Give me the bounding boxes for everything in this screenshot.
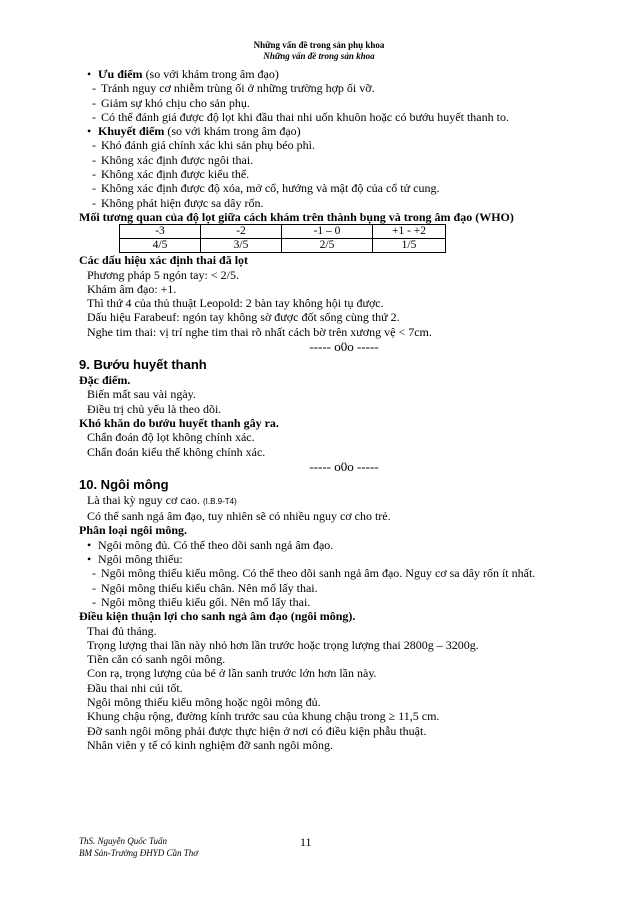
- list-item: [79, 81, 569, 95]
- footer-author: [79, 835, 198, 859]
- table-cell: 4/5: [120, 239, 201, 253]
- section-separator: ----- o0o -----: [309, 339, 379, 355]
- list-item-text: Giảm sự khó chịu cho sản phụ.: [101, 95, 250, 110]
- classification-title: Phân loại ngôi mông.: [79, 523, 188, 538]
- list-item-text: Có thể đánh giá được độ lọt khi đầu thai nhi uốn khuôn hoặc có bướu huyết thanh to.: [101, 109, 509, 124]
- list-item-text: Ngôi mông đủ. Có thể theo dõi sanh ngả âm đạo.: [98, 537, 334, 552]
- list-item: Điều trị chủ yếu là theo dõi.: [87, 401, 222, 416]
- list-item: Khám âm đạo: +1.: [87, 281, 177, 296]
- bullet-icon: •: [87, 537, 92, 552]
- dash-icon: -: [92, 580, 96, 595]
- dash-icon: -: [92, 181, 96, 196]
- relation-title: Mối tương quan của độ lọt giữa cách khám trên thành bụng và trong âm đạo (WHO): [79, 209, 514, 224]
- list-item: Đỡ sanh ngôi mông phải được thực hiện ở nơi có điều kiện phẫu thuật.: [87, 723, 427, 738]
- header-subtitle: Những vấn đề trong sản khoa: [263, 51, 375, 61]
- table-cell: 3/5: [201, 239, 282, 253]
- list-item: Khung chậu rộng, đường kính trước sau của khung chậu trong ≥ 11,5 cm.: [87, 709, 440, 724]
- list-item: Ngôi mông thiếu kiểu mông hoặc ngôi mông đủ.: [87, 694, 321, 709]
- list-item-text: Ngôi mông thiếu kiểu mông. Có thể theo dõi sanh ngả âm đạo. Nguy cơ sa dây rốn ít nhất.: [101, 566, 536, 581]
- list-item: [79, 96, 569, 110]
- footer-department: BM Sản-Trường ĐHYD Cần Thơ: [79, 848, 199, 858]
- list-item: [79, 595, 569, 609]
- list-item: Chẩn đoán kiểu thế không chính xác.: [87, 444, 266, 459]
- list-item-text: Ngôi mông thiếu:: [98, 552, 183, 567]
- section-10-heading: 10. Ngôi mông: [79, 476, 169, 492]
- dash-icon: -: [92, 566, 96, 581]
- dash-icon: -: [92, 195, 96, 210]
- list-item: [79, 538, 569, 552]
- list-item: Nghe tim thai: vị trí nghe tim thai rõ nhất cách bờ trên xương vệ < 7cm.: [87, 324, 432, 339]
- advantages-bullet: [79, 67, 569, 81]
- dash-icon: -: [92, 152, 96, 167]
- list-item: Dấu hiệu Farabeuf: ngón tay không sờ được đốt sống cùng thứ 2.: [87, 310, 400, 325]
- section-9-heading: 9. Bướu huyết thanh: [79, 357, 207, 373]
- list-item-text: Không xác định được độ xóa, mở cổ, hướng và mật độ của cổ tử cung.: [101, 181, 440, 196]
- list-item-text: Ngôi mông thiếu kiểu chân. Nên mổ lấy thai.: [101, 580, 318, 595]
- table-row: [120, 239, 446, 253]
- list-item: [79, 167, 569, 181]
- table-cell: 1/5: [373, 239, 446, 253]
- list-item-text: Không phát hiện được sa dây rốn.: [101, 195, 264, 210]
- intro-text: Là thai kỳ nguy cơ cao.: [87, 492, 200, 507]
- advantages-title: Ưu điểm: [98, 67, 143, 81]
- table-cell: 2/5: [282, 239, 373, 253]
- advantages-note: (so với khám trong âm đạo): [142, 67, 279, 81]
- header-title: Những vấn đề trong sản phụ khoa: [253, 40, 385, 50]
- list-item: Chẩn đoán độ lọt không chính xác.: [87, 430, 255, 445]
- list-item: [79, 581, 569, 595]
- list-item: Trọng lượng thai lần này nhỏ hơn lần trước hoặc trọng lượng thai 2800g – 3200g.: [87, 637, 479, 652]
- list-item: [79, 552, 569, 566]
- list-item: Thai đủ tháng.: [87, 623, 157, 638]
- reference-code: (I.B.9-T4): [202, 496, 237, 506]
- dash-icon: -: [92, 95, 96, 110]
- page-number: 11: [300, 835, 312, 849]
- table-cell: -3: [120, 225, 201, 239]
- dash-icon: -: [92, 138, 96, 153]
- table-cell: -2: [201, 225, 282, 239]
- list-item-text: Không xác định được ngôi thai.: [101, 152, 254, 167]
- intro-line: [79, 493, 569, 509]
- footer-author-name: ThS. Nguyễn Quốc Tuấn: [79, 836, 168, 846]
- list-item: Biến mất sau vài ngày.: [87, 387, 196, 402]
- list-item: [79, 566, 569, 580]
- table-row: [120, 225, 446, 239]
- disadvantages-bullet: [79, 124, 569, 138]
- table-cell: -1 – 0: [282, 225, 373, 239]
- dash-icon: -: [92, 81, 96, 96]
- disadvantages-note: (so với khám trong âm đạo): [164, 124, 301, 139]
- list-item-text: Ngôi mông thiếu kiểu gối. Nên mổ lấy thai.: [101, 594, 311, 609]
- list-item-text: Tránh nguy cơ nhiễm trùng ối ở những trường hợp ối vỡ.: [101, 81, 375, 96]
- table-cell: +1 - +2: [373, 225, 446, 239]
- list-item: Phương pháp 5 ngón tay: < 2/5.: [87, 267, 239, 282]
- dash-icon: -: [92, 109, 96, 124]
- list-item: [79, 153, 569, 167]
- list-item: [79, 138, 569, 152]
- list-item: Tiền căn có sanh ngôi mông.: [87, 652, 226, 667]
- dash-icon: -: [92, 594, 96, 609]
- signs-title: Các dấu hiệu xác định thai đã lọt: [79, 253, 249, 268]
- list-item: [79, 181, 569, 195]
- section-separator: ----- o0o -----: [309, 458, 379, 474]
- list-item: Con rạ, trọng lượng của bé ở lần sanh trước lớn hơn lần này.: [87, 666, 377, 681]
- list-item: Đầu thai nhi cúi tốt.: [87, 680, 183, 695]
- conditions-title: Điều kiện thuận lợi cho sanh ngả âm đạo (ngôi mông).: [79, 609, 356, 624]
- intro-line: Có thể sanh ngả âm đạo, tuy nhiên sẽ có nhiều nguy cơ cho trẻ.: [87, 509, 391, 524]
- list-item: [79, 110, 569, 124]
- list-item: Nhân viên y tế có kinh nghiệm đỡ sanh ngôi mông.: [87, 737, 333, 752]
- bullet-icon: •: [87, 552, 92, 567]
- list-item-text: Không xác định được kiểu thế.: [101, 167, 250, 182]
- list-item: Thì thứ 4 của thủ thuật Leopold: 2 bàn tay không hội tụ được.: [87, 296, 384, 311]
- difficulties-title: Khó khăn do bướu huyết thanh gây ra.: [79, 415, 279, 430]
- dash-icon: -: [92, 167, 96, 182]
- features-title: Đặc điểm.: [79, 373, 131, 388]
- who-table: [119, 224, 446, 253]
- bullet-icon: •: [87, 124, 92, 139]
- page-body: [79, 67, 569, 752]
- bullet-icon: •: [87, 67, 92, 81]
- disadvantages-title: Khuyết điểm: [98, 124, 165, 139]
- list-item: [79, 196, 569, 210]
- list-item-text: Khó đánh giá chính xác khi sản phụ béo phì.: [101, 138, 315, 153]
